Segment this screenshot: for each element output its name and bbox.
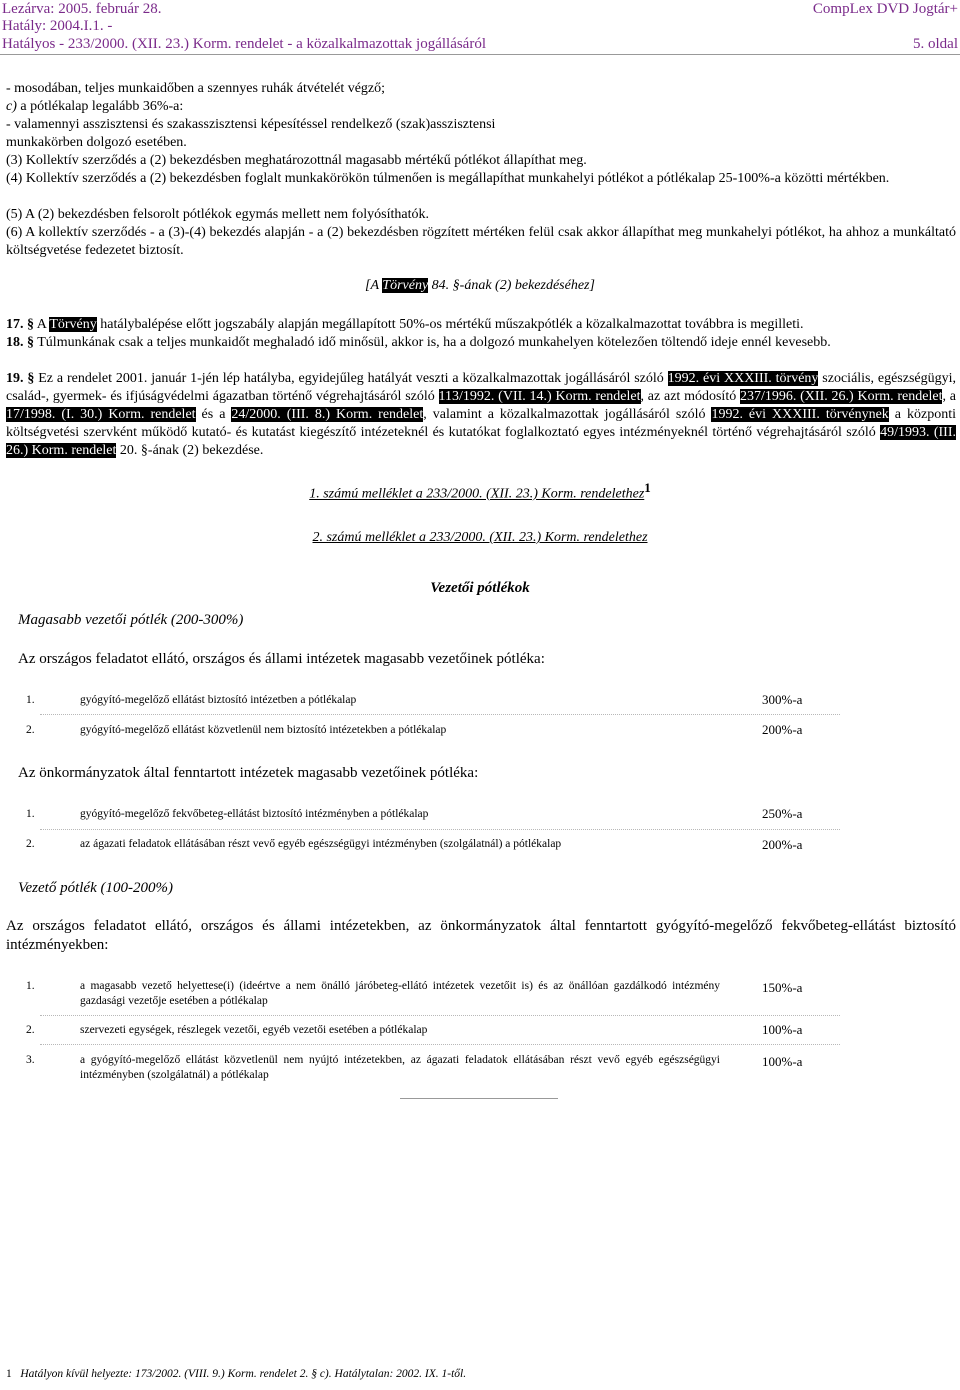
- body-line: - mosodában, teljes munkaidőben a szennyes ruhák átvételét végző;: [6, 81, 386, 96]
- group-3-title: Az országos feladatot ellátó, országos és állami intézetekben, az önkormányzatok által fenntartott gyógyító-megelőző fekvőbeteg-ellátást biztosító intézményekben:: [6, 918, 956, 953]
- row-divider: [40, 1015, 840, 1016]
- law-link[interactable]: 17/1998. (I. 30.) Korm. rendelet: [6, 407, 196, 422]
- law-link[interactable]: 1992. évi XXXIII. törvény: [667, 371, 819, 386]
- table-row-num: 2.: [26, 1024, 35, 1036]
- table-row-text: gyógyító-megelőző fekvőbeteg-ellátást biztosító intézményben a pótlékalap: [80, 808, 429, 820]
- body-line: c) a pótlékalap legalább 36%-a:: [6, 99, 184, 114]
- footnote: 1 Hatályon kívül helyezte: 173/2002. (VIII. 9.) Korm. rendelet 2. § c). Hatálytalan: 2002. IX. 1-től.: [6, 1368, 467, 1380]
- table-row-text: a gyógyító-megelőző ellátást közvetlenül nem nyújtó intézetekben, az ágazati feladatok ellátásában részt vevő egyéb egészségügyi intézményben (szolgálatnál) a pótlékalap: [80, 1054, 720, 1081]
- closed-date: Lezárva: 2005. február 28.: [2, 1, 162, 17]
- group-2-title: Az önkormányzatok által fenntartott intézetek magasabb vezetőinek pótléka:: [18, 765, 479, 781]
- end-divider: [400, 1098, 558, 1099]
- effect-line: Hatály: 2004.I.1. -: [2, 18, 113, 34]
- table-row-num: 1.: [26, 980, 35, 992]
- table-row-pct: 200%-a: [762, 837, 803, 852]
- table-row-pct: 200%-a: [762, 722, 803, 737]
- paragraph-4: (4) Kollektív szerződés a (2) bekezdésben foglalt munkakörökön túlmenően is megállapíthat munkahelyi pótlékot a pótlékalap 25-100%-a közötti mértékben.: [6, 171, 890, 186]
- table-row-pct: 100%-a: [762, 1054, 803, 1069]
- table-row-num: 2.: [26, 838, 35, 850]
- table-row-num: 1.: [26, 694, 35, 706]
- subheading-leader: Vezető pótlék (100-200%): [18, 880, 173, 896]
- law-link[interactable]: Törvény: [382, 278, 429, 293]
- annex-2-title: 2. számú melléklet a 233/2000. (XII. 23.) Korm. rendelethez: [312, 530, 648, 545]
- footnote-marker[interactable]: 1: [644, 480, 651, 495]
- document-title: Hatályos - 233/2000. (XII. 23.) Korm. rendelet - a közalkalmazottak jogállásáról: [2, 36, 487, 52]
- reference-note: [A Törvény 84. §-ának (2) bekezdéséhez]: [365, 278, 595, 293]
- paragraph-3: (3) Kollektív szerződés a (2) bekezdésben meghatározottnál magasabb mértékű pótlékot állapíthat meg.: [6, 153, 587, 168]
- law-link[interactable]: 49/1993. (III. 26.) Korm. rendelet: [6, 425, 956, 458]
- paragraph-6: (6) A kollektív szerződés - a (3)-(4) bekezdés alapján - a (2) bekezdésben rögzített mértéken felül csak akkor állapíthat meg munkahelyi pótlékot, ha ahhoz a munkáltató költségvetése fedezetet biztosít.: [6, 225, 956, 258]
- table-row-text: az ágazati feladatok ellátásában részt vevő egyéb egészségügyi intézményben (szolgálatnál) a pótlékalap: [80, 838, 562, 850]
- table-row-pct: 300%-a: [762, 692, 803, 707]
- law-link[interactable]: 1992. évi XXXIII. törvénynek: [711, 407, 889, 422]
- row-divider: [40, 1044, 840, 1045]
- page-header: [0, 0, 960, 52]
- row-divider: [40, 829, 840, 830]
- section-18: 18. § Túlmunkának csak a teljes munkaidőt meghaladó idő minősül, akkor is, ha a dolgozó munkahelyen kötelezően töltendő ideje ennél kevesebb.: [6, 335, 831, 350]
- section-19: 19. § Ez a rendelet 2001. január 1-jén lép hatályba, egyidejűleg hatályát veszti a közalkalmazottak jogállásáról szóló 1992. évi XXXIII. törvény szociális, egészségügyi, család-, gyermek- és ifjúságvédelmi ágazatban történő végrehajtásáról szóló 113/1992. (VII. 14.) Korm. rendelet, az azt módosító 237/1996. (XII. 26.) Korm. rendelet, a 17/1998. (I. 30.) Korm. rendelet és a 24/2000. (III. 8.) Korm. rendelet, valamint a közalkalmazottak jogállásáról szóló 1992. évi XXXIII. törvénynek a központi költségvetési szervként működő kutató- és kutatást kiegészítő intézeteknél és kutatókat foglalkoztató egyes intézményeknél történő végrehajtásáról szóló 49/1993. (III. 26.) Korm. rendelet 20. §-ának (2) bekezdése.: [6, 371, 957, 458]
- table-row-pct: 100%-a: [762, 1022, 803, 1037]
- header-divider: [0, 54, 960, 55]
- group-1-title: Az országos feladatot ellátó, országos és állami intézetek magasabb vezetőinek pótléka:: [18, 651, 545, 667]
- product-name: CompLex DVD Jogtár+: [812, 1, 958, 17]
- table-row-num: 2.: [26, 724, 35, 736]
- section-17: 17. § A Törvény hatálybalépése előtt jogszabály alapján megállapított 50%-os mértékű műszakpótlék a közalkalmazottat továbbra is megilleti.: [6, 317, 804, 332]
- law-link[interactable]: 113/1992. (VII. 14.) Korm. rendelet: [438, 389, 641, 404]
- annex-1-title: 1. számú melléklet a 233/2000. (XII. 23.) Korm. rendelethez$^1$: [309, 480, 651, 502]
- law-link[interactable]: 24/2000. (III. 8.) Korm. rendelet: [231, 407, 424, 422]
- table-row-pct: 250%-a: [762, 806, 803, 821]
- annex-heading: Vezetői pótlékok: [430, 580, 530, 596]
- table-row-text: gyógyító-megelőző ellátást közvetlenül nem biztosító intézetekben a pótlékalap: [80, 724, 447, 736]
- law-link[interactable]: 237/1996. (XII. 26.) Korm. rendelet: [739, 389, 943, 404]
- table-row-text: a magasabb vezető helyettese(i) (ideértve a nem önálló járóbeteg-ellátó intézetek vezetőit is) és az önállóan gazdálkodó intézmény gazdasági vezetője esetében a pótlékalap: [80, 980, 720, 1007]
- body-line: - valamennyi asszisztensi és szakasszisztensi képesítéssel rendelkező (szak)asszisztensi: [6, 117, 496, 132]
- page-number: 5. oldal: [913, 36, 958, 52]
- row-divider: [40, 714, 840, 715]
- subheading-senior: Magasabb vezetői pótlék (200-300%): [18, 612, 244, 628]
- table-row-num: 3.: [26, 1054, 35, 1066]
- body-line: munkakörben dolgozó esetében.: [6, 135, 187, 150]
- table-row-pct: 150%-a: [762, 980, 803, 995]
- paragraph-5: (5) A (2) bekezdésben felsorolt pótlékok egymás mellett nem folyósíthatók.: [6, 207, 430, 222]
- table-row-text: szervezeti egységek, részlegek vezetői, egyéb vezetői esetében a pótlékalap: [80, 1024, 428, 1036]
- table-row-num: 1.: [26, 808, 35, 820]
- table-row-text: gyógyító-megelőző ellátást biztosító intézetben a pótlékalap: [80, 694, 357, 706]
- law-link[interactable]: Törvény: [49, 317, 97, 332]
